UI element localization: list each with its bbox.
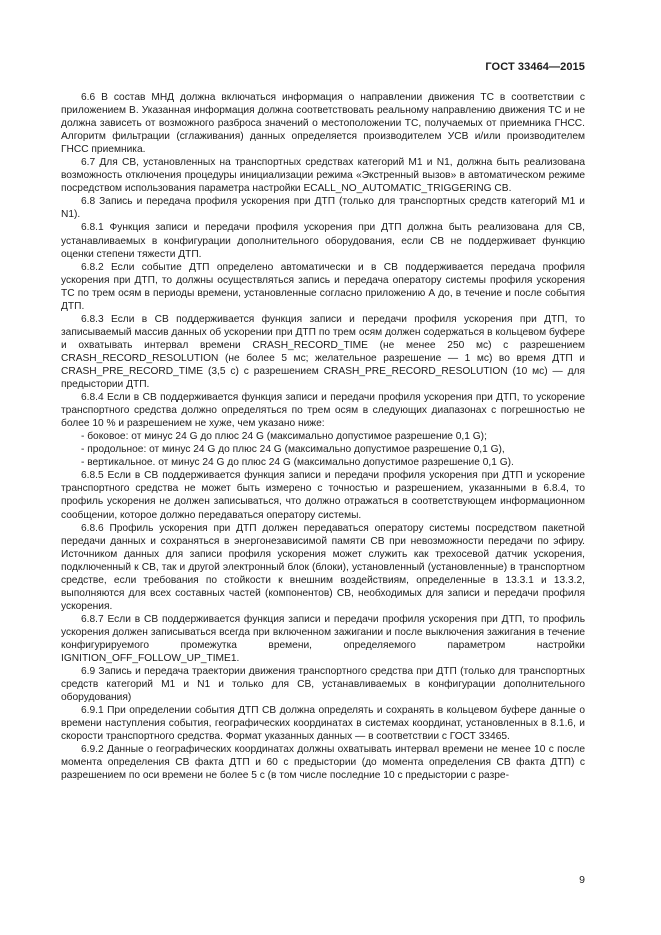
paragraph-6-9: 6.9 Запись и передача траектории движения транспортного средства при ДТП (только для транспортных средств категорий М1 и N1 и только для СВ, устанавливаемых в конфигурации дополнительного оборудования) <box>61 666 585 704</box>
paragraph-6-8: 6.8 Запись и передача профиля ускорения при ДТП (только для транспортных средств категорий М1 и N1). <box>61 196 585 221</box>
paragraph-6-9-2: 6.9.2 Данные о географических координатах должны охватывать интервал времени не менее 10 с после момента определения СВ факта ДТП и 60 с предыстории (до момента определения СВ факта ДТП) с разрешением по оси времени не более 5 с (в том числе последние 10 с предыстории с разре- <box>61 744 585 782</box>
standard-header: ГОСТ 33464—2015 <box>485 61 585 73</box>
list-item-vertical: - вертикальное. от минус 24 G до плюс 24 G (максимально допустимое разрешение 0,1 G). <box>81 457 514 469</box>
page-number: 9 <box>579 874 585 886</box>
paragraph-6-9-1: 6.9.1 При определении события ДТП СВ должна определять и сохранять в кольцевом буфере данные о времени наступления события, географических координатах в системах координат, установленных в 8.1.6, и скорости транспортного средства. Формат указанных данных — в соответствии с ГОСТ 33465. <box>61 705 585 743</box>
paragraph-6-8-2: 6.8.2 Если событие ДТП определено автоматически и в СВ поддерживается передача профиля ускорения при ДТП, то должны осуществляться запись и передача оператору системы профиля ускорения ТС по трем осям в периоды времени, установленные согласно приложению А до, в течение и после события ДТП. <box>61 261 585 312</box>
paragraph-6-8-4: 6.8.4 Если в СВ поддерживается функция записи и передачи профиля ускорения при ДТП, то ускорение транспортного средства должно определяться по трем осям в следующих диапазонах с погрешностью не более 10 % и разрешением не хуже, чем указано ниже: <box>61 392 585 430</box>
paragraph-6-6: 6.6 В состав МНД должна включаться информация о направлении движения ТС в соответствии с приложением В. Указанная информация должна соответствовать реальному направлению движения ТС и не должна зависеть от возможного разброса значений о местоположении ТС, получаемых от приемника ГНСС. Алгоритм фильтрации (сглаживания) данных определяется производителем УСВ и/или производителем ГНСС приемника. <box>61 92 585 156</box>
list-item-lateral: - боковое: от минус 24 G до плюс 24 G (максимально допустимое разрешение 0,1 G); <box>81 431 487 443</box>
paragraph-6-8-5: 6.8.5 Если в СВ поддерживается функция записи и передачи профиля ускорения при ДТП и ускорение транспортного средства не может быть измерено с точностью и разрешением, указанными в 6.8.4, то профиль ускорения не должен записываться, что должно отражаться в соответствующем информационном сообщении, которое должно передаваться оператору системы. <box>61 470 585 521</box>
list-item-longitudinal: - продольное: от минус 24 G до плюс 24 G (максимально допустимое разрешение 0,1 G), <box>81 444 505 456</box>
paragraph-6-8-6: 6.8.6 Профиль ускорения при ДТП должен передаваться оператору системы посредством пакетной передачи данных и сохраняться в энергонезависимой памяти СВ при невозможности передачи по эфиру. Источником данных для записи профиля ускорения может служить как трехосевой датчик ускорения, подключенный к СВ, так и другой электронный блок (блоки), установленный (установленные) в транспортном средстве, если требования по стойкости к внешним воздействиям, определенные в 13.3.1 и 13.3.2, выполняются для всех составных частей (компонентов) СВ, необходимых для записи и передачи профиля ускорения. <box>61 522 585 612</box>
paragraph-6-7: 6.7 Для СВ, установленных на транспортных средствах категорий М1 и N1, должна быть реализована возможность отключения процедуры инициализации режима «Экстренный вызов» в автоматическом режиме посредством использования параметра настройки ECALL_NO_AUTOMATIC_TRIGGERING СВ. <box>61 157 585 195</box>
paragraph-6-8-3: 6.8.3 Если в СВ поддерживается функция записи и передачи профиля ускорения при ДТП, то записываемый массив данных об ускорении при ДТП по трем осям должен содержаться в кольцевом буфере и охватывать интервал времени CRASH_RECORD_TIME (не менее 250 мс) с разрешением CRASH_RECORD_RESOLUTION (не более 5 мс; желательное разрешение — 1 мс) во время ДТП и CRASH_PRE_RECORD_TIME (3,5 с) с разрешением CRASH_PRE_RECORD_RESOLUTION (10 мс) — для предыстории ДТП. <box>61 313 585 391</box>
paragraph-6-8-7: 6.8.7 Если в СВ поддерживается функция записи и передачи профиля ускорения при ДТП, то профиль ускорения должен записываться всегда при включенном зажигании и после выключения зажигания в течение конфигурируемого промежутка времени, определяемого параметром настройки IGNITION_OFF_FOLLOW_UP_TIME1. <box>61 613 585 665</box>
paragraph-6-8-1: 6.8.1 Функция записи и передачи профиля ускорения при ДТП должна быть реализована для СВ, устанавливаемых в конфигурации дополнительного оборудования, если СВ не поддерживает функцию оценки степени тяжести ДТП. <box>61 222 585 260</box>
document-body <box>61 91 585 782</box>
